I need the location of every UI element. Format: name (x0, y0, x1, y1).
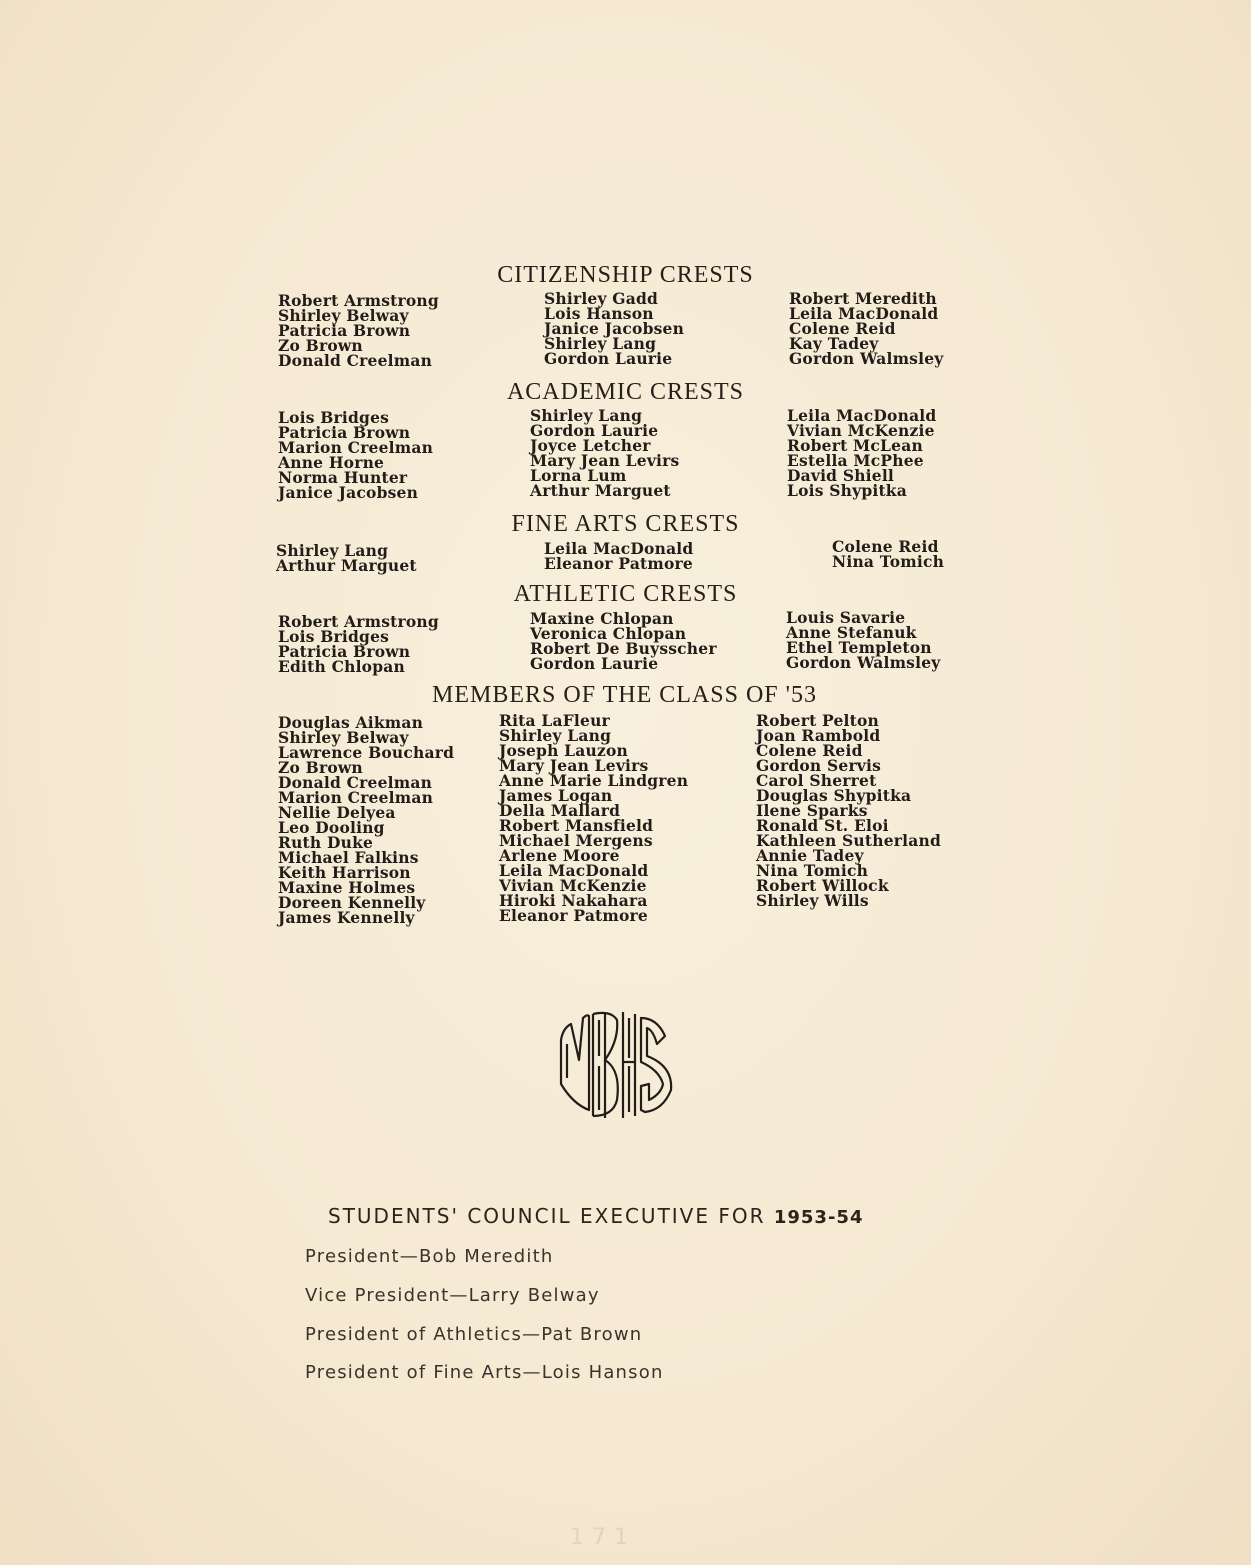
name-entry: Eleanor Patmore (544, 554, 693, 573)
name-entry: Leila MacDonald (787, 406, 937, 425)
officer-president: President—Bob Meredith (305, 1246, 554, 1267)
officer-vice-president: Vice President—Larry Belway (305, 1285, 600, 1306)
name-entry: Patricia Brown (278, 321, 411, 340)
name-entry: Shirley Lang (276, 541, 389, 560)
name-entry: Ilene Sparks (756, 801, 868, 820)
name-entry: Patricia Brown (278, 423, 411, 442)
citizenship-col-1 (278, 293, 439, 368)
name-entry: Douglas Shypitka (756, 786, 912, 805)
council-title-text: STUDENTS' COUNCIL EXECUTIVE FOR (328, 1204, 766, 1228)
name-entry: Kathleen Sutherland (756, 831, 941, 850)
name-entry: Joan Rambold (756, 726, 881, 745)
name-entry: Robert McLean (787, 436, 923, 455)
name-entry: Leila MacDonald (789, 304, 939, 323)
name-entry: Marion Creelman (278, 788, 434, 807)
fine-arts-crests-title: FINE ARTS CRESTS (511, 511, 740, 537)
name-entry: Patricia Brown (278, 642, 411, 661)
athletic-col-3 (786, 610, 940, 670)
name-entry: Hiroki Nakahara (499, 891, 648, 910)
name-entry: Annie Tadey (756, 846, 864, 865)
name-entry: Lawrence Bouchard (278, 743, 455, 762)
name-entry: James Logan (499, 786, 613, 805)
academic-crests-title: ACADEMIC CRESTS (506, 379, 745, 405)
athletic-col-1 (278, 614, 439, 674)
name-entry: Mary Jean Levirs (530, 451, 680, 470)
name-entry: Shirley Gadd (544, 289, 659, 308)
name-entry: Lois Hanson (544, 304, 654, 323)
academic-col-3 (787, 408, 936, 498)
page-number: 171 (570, 1525, 636, 1550)
name-entry: Gordon Laurie (530, 421, 659, 440)
name-entry: Michael Mergens (499, 831, 653, 850)
name-entry: Doreen Kennelly (278, 893, 426, 912)
name-entry: James Kennelly (278, 908, 415, 927)
name-entry: Anne Horne (278, 453, 385, 472)
name-entry: Louis Savarie (786, 608, 906, 627)
class-of-53-col-1 (278, 715, 454, 925)
officer-athletics-president: President of Athletics—Pat Brown (305, 1324, 643, 1345)
name-entry: Edith Chlopan (278, 657, 405, 676)
name-entry: Vivian McKenzie (499, 876, 647, 895)
academic-col-2 (530, 408, 679, 498)
name-entry: Leila MacDonald (499, 861, 649, 880)
name-entry: Colene Reid (789, 319, 896, 338)
citizenship-col-2 (544, 291, 684, 366)
name-entry: Ronald St. Eloi (756, 816, 889, 835)
class-of-53-col-3 (756, 713, 941, 908)
name-entry: Zo Brown (278, 336, 363, 355)
name-entry: Nellie Delyea (278, 803, 396, 822)
name-entry: Gordon Walmsley (789, 349, 944, 368)
name-entry: Gordon Servis (756, 756, 882, 775)
name-entry: Arthur Marguet (530, 481, 671, 500)
name-entry: Shirley Belway (278, 728, 409, 747)
name-entry: Robert Armstrong (278, 291, 439, 310)
officer-fine-arts-president: President of Fine Arts—Lois Hanson (305, 1362, 664, 1383)
athletic-crests-title: ATHLETIC CRESTS (513, 581, 738, 607)
name-entry: Lois Bridges (278, 408, 390, 427)
name-entry: Gordon Laurie (530, 654, 659, 673)
academic-col-1 (278, 410, 433, 500)
name-entry: Anne Stefanuk (786, 623, 917, 642)
citizenship-col-3 (789, 291, 943, 366)
name-entry: David Shiell (787, 466, 895, 485)
name-entry: Joyce Letcher (530, 436, 651, 455)
council-executive-title (328, 1204, 863, 1228)
fine-arts-col-1 (276, 543, 417, 573)
class-of-53-title: MEMBERS OF THE CLASS OF '53 (432, 682, 817, 708)
name-entry: Eleanor Patmore (499, 906, 648, 925)
name-entry: Gordon Walmsley (786, 653, 941, 672)
name-entry: Colene Reid (756, 741, 863, 760)
name-entry: Ethel Templeton (786, 638, 932, 657)
name-entry: Donald Creelman (278, 773, 433, 792)
name-entry: Maxine Chlopan (530, 609, 674, 628)
name-entry: Ruth Duke (278, 833, 374, 852)
name-entry: Keith Harrison (278, 863, 411, 882)
class-of-53-col-2 (499, 713, 688, 923)
name-entry: Shirley Lang (499, 726, 612, 745)
name-entry: Arthur Marguet (276, 556, 417, 575)
name-entry: Zo Brown (278, 758, 363, 777)
name-entry: Robert Armstrong (278, 612, 439, 631)
name-entry: Estella McPhee (787, 451, 924, 470)
name-entry: Shirley Lang (544, 334, 657, 353)
name-entry: Anne Marie Lindgren (499, 771, 689, 790)
name-entry: Colene Reid (832, 537, 939, 556)
name-entry: Maxine Holmes (278, 878, 416, 897)
name-entry: Shirley Wills (756, 891, 869, 910)
name-entry: Robert Pelton (756, 711, 879, 730)
name-entry: Shirley Belway (278, 306, 409, 325)
name-entry: Rita LaFleur (499, 711, 610, 730)
name-entry: Kay Tadey (789, 334, 879, 353)
name-entry: Vivian McKenzie (787, 421, 935, 440)
name-entry: Robert Mansfield (499, 816, 654, 835)
name-entry: Marion Creelman (278, 438, 434, 457)
mbhs-monogram-icon (553, 1000, 681, 1128)
name-entry: Norma Hunter (278, 468, 408, 487)
name-entry: Mary Jean Levirs (499, 756, 649, 775)
name-entry: Gordon Laurie (544, 349, 673, 368)
name-entry: Nina Tomich (832, 552, 945, 571)
name-entry: Leo Dooling (278, 818, 385, 837)
name-entry: Lorna Lum (530, 466, 627, 485)
citizenship-crests-title: CITIZENSHIP CRESTS (497, 262, 754, 288)
name-entry: Shirley Lang (530, 406, 643, 425)
council-year: 1953-54 (773, 1207, 864, 1228)
name-entry: Janice Jacobsen (278, 483, 419, 502)
name-entry: Leila MacDonald (544, 539, 694, 558)
name-entry: Robert De Buysscher (530, 639, 717, 658)
name-entry: Carol Sherret (756, 771, 877, 790)
athletic-col-2 (530, 611, 717, 671)
name-entry: Lois Bridges (278, 627, 390, 646)
name-entry: Robert Meredith (789, 289, 937, 308)
name-entry: Joseph Lauzon (499, 741, 628, 760)
name-entry: Donald Creelman (278, 351, 433, 370)
name-entry: Della Mallard (499, 801, 621, 820)
name-entry: Veronica Chlopan (530, 624, 687, 643)
name-entry: Janice Jacobsen (544, 319, 685, 338)
name-entry: Nina Tomich (756, 861, 869, 880)
name-entry: Michael Falkins (278, 848, 419, 867)
name-entry: Lois Shypitka (787, 481, 907, 500)
name-entry: Douglas Aikman (278, 713, 424, 732)
fine-arts-col-2 (544, 541, 693, 571)
name-entry: Arlene Moore (499, 846, 620, 865)
fine-arts-col-3 (832, 539, 944, 569)
name-entry: Robert Willock (756, 876, 889, 895)
